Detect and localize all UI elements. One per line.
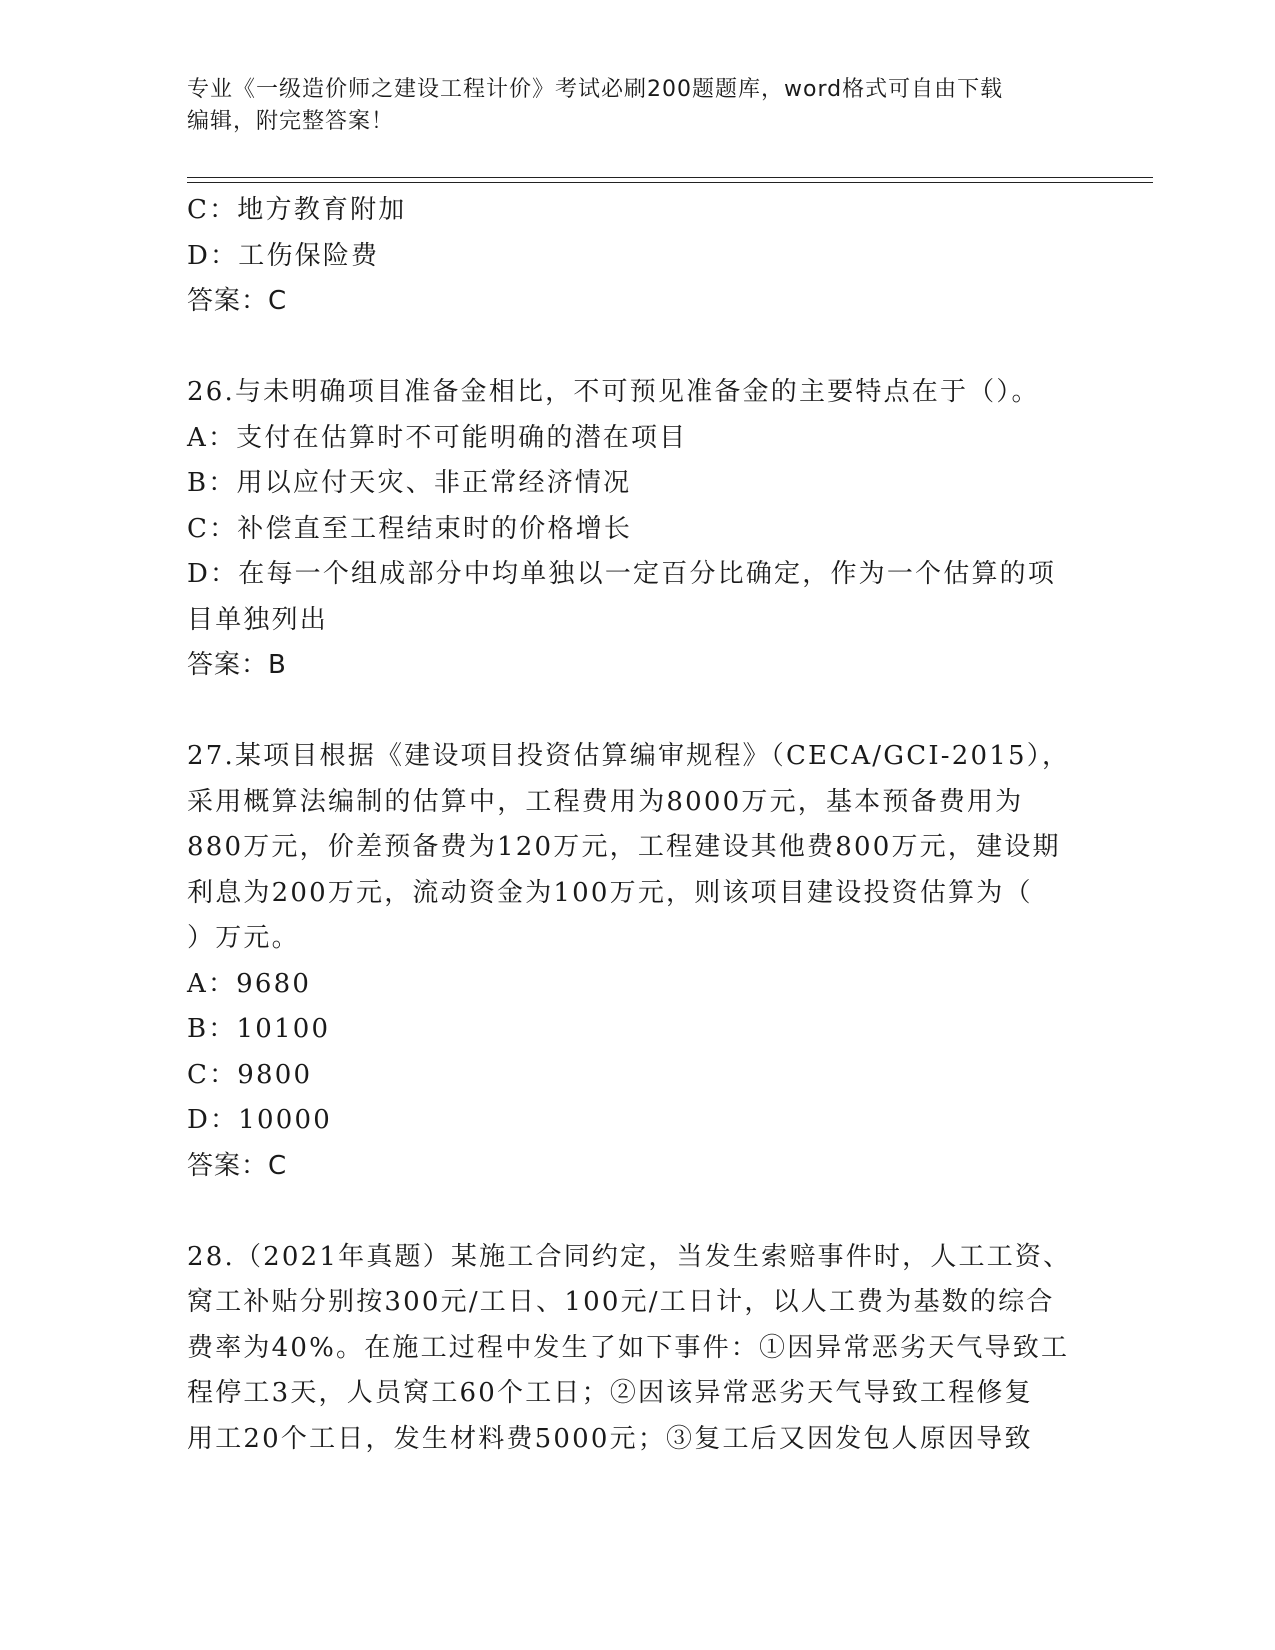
question-stem-line-4: 程停工3天，人员窝工60个工日；②因该异常恶劣天气导致工程修复 <box>187 1378 1033 1408</box>
spacer <box>187 325 1087 371</box>
document-body <box>187 188 1087 1462</box>
question-26 <box>187 370 1087 689</box>
question-stem-line-5: ）万元。 <box>187 923 300 953</box>
question-stem-line-2: 采用概算法编制的估算中，工程费用为8000万元，基本预备费用为 <box>187 786 1024 817</box>
option-a: A：支付在估算时不可能明确的潜在项目 <box>187 422 688 453</box>
question-stem-line-1: 27.某项目根据《建设项目投资估算编审规程》（CECA/GCI-2015）， <box>187 741 1071 771</box>
question-stem-line-3: 880万元，价差预备费为120万元，工程建设其他费800万元，建设期 <box>187 832 1061 862</box>
spacer <box>187 689 1087 735</box>
header-title-line-2: 编辑，附完整答案！ <box>187 109 395 134</box>
question-27 <box>187 734 1087 1189</box>
question-stem-line-3: 费率为40%。在施工过程中发生了如下事件：①因异常恶劣天气导致工 <box>187 1332 1070 1363</box>
option-c: C：9800 <box>187 1059 313 1090</box>
option-b: B：10100 <box>187 1014 331 1044</box>
answer-line: 答案：C <box>187 286 288 316</box>
option-d: D：工伤保险费 <box>187 240 380 271</box>
option-a: A：9680 <box>187 968 312 999</box>
question-stem: 26.与未明确项目准备金相比，不可预见准备金的主要特点在于（）。 <box>187 377 1040 407</box>
page-header <box>187 74 1087 138</box>
answer-line: 答案：B <box>187 650 287 680</box>
question-28 <box>187 1235 1087 1463</box>
header-title-line-1: 专业《一级造价师之建设工程计价》考试必刷200题题库，word格式可自由下载 <box>187 77 1004 102</box>
answer-line: 答案：C <box>187 1150 288 1181</box>
header-divider-top <box>187 177 1153 178</box>
option-d-line-1: D：在每一个组成部分中均单独以一定百分比确定，作为一个估算的项 <box>187 559 1057 589</box>
question-25-tail <box>187 188 1087 325</box>
option-d: D：10000 <box>187 1105 332 1135</box>
header-divider-bottom <box>187 182 1153 183</box>
option-c: C：补偿直至工程结束时的价格增长 <box>187 513 633 544</box>
question-stem-line-2: 窝工补贴分别按300元/工日、100元/工日计，以人工费为基数的综合 <box>187 1287 1055 1317</box>
question-stem-line-4: 利息为200万元，流动资金为100万元，则该项目建设投资估算为（ <box>187 877 1033 908</box>
option-c: C：地方教育附加 <box>187 195 407 225</box>
spacer <box>187 1189 1087 1235</box>
question-stem-line-1: 28.（2021年真题）某施工合同约定，当发生索赔事件时，人工工资、 <box>187 1241 1072 1272</box>
question-stem-line-5: 用工20个工日，发生材料费5000元；③复工后又因发包人原因导致 <box>187 1423 1033 1454</box>
option-d-line-2: 目单独列出 <box>187 604 329 635</box>
option-b: B：用以应付天灾、非正常经济情况 <box>187 468 632 498</box>
